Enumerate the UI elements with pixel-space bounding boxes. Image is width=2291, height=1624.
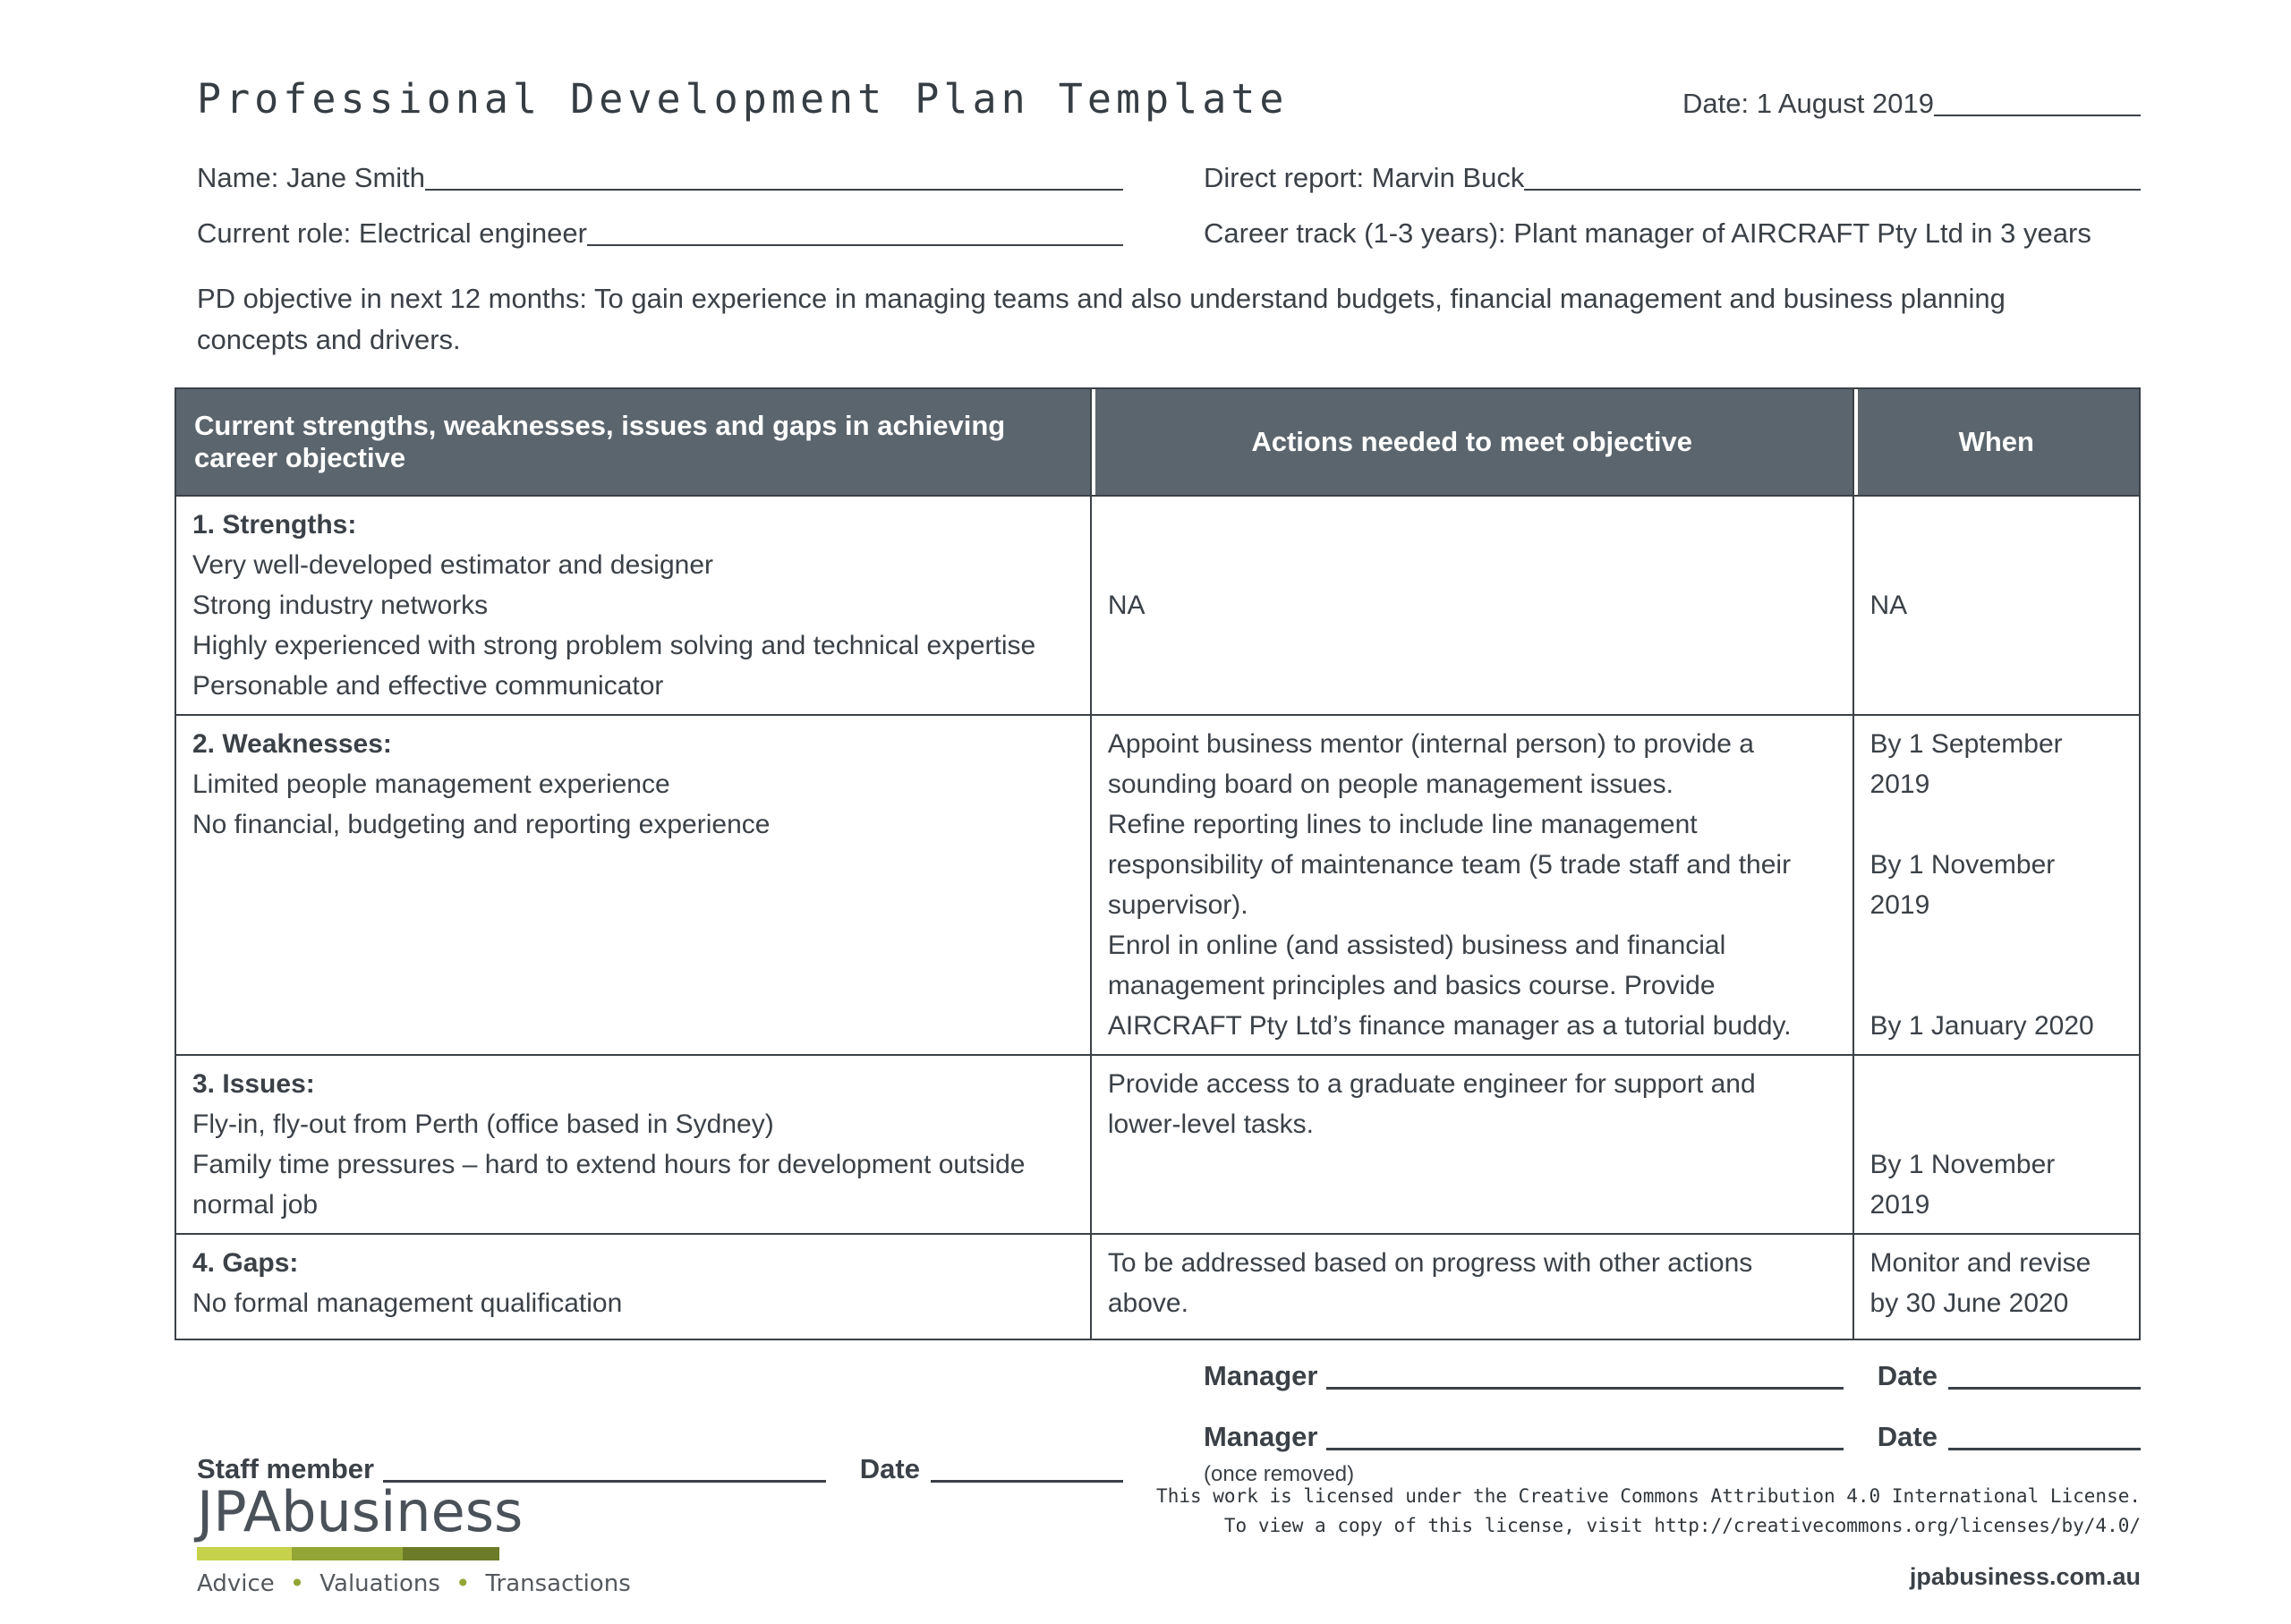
gaps-title: 4. Gaps: <box>192 1248 299 1278</box>
column-header-actions: Actions needed to meet objective <box>1091 388 1853 496</box>
table-row <box>175 1234 2140 1339</box>
date-label-value <box>1682 88 1934 122</box>
date-blank-line[interactable] <box>1934 115 2141 116</box>
when-item: By 1 September 2019 <box>1869 729 2063 799</box>
manager-label: Manager <box>1204 1421 1318 1452</box>
current-role-blank-line[interactable] <box>587 244 1123 246</box>
license-text-line1: This work is licensed under the Creative Commons Attribution 4.0 International License. <box>1156 1485 2141 1507</box>
when-item: By 1 January 2020 <box>1869 1011 2094 1041</box>
issue-item: Fly-in, fly-out from Perth (office based in Sydney) <box>192 1110 774 1139</box>
date-label: Date <box>1877 1360 1938 1391</box>
column-header-strengths-gaps: Current strengths, weaknesses, issues and gaps in achieving career objective <box>175 388 1091 496</box>
direct-report-label: Direct report: <box>1204 162 1365 193</box>
strength-item: Personable and effective communicator <box>192 671 664 701</box>
manager-date-line[interactable] <box>1948 1387 2141 1390</box>
direct-report-value: Marvin Buck <box>1371 162 1525 193</box>
weakness-item: No financial, budgeting and reporting experience <box>192 810 771 839</box>
weaknesses-when-cell <box>1853 715 2140 1055</box>
name-blank-line[interactable] <box>425 189 1123 191</box>
action-item: Refine reporting lines to include line management responsibility of maintenance team (5 trade staff and their supervisor). <box>1107 810 1792 920</box>
strengths-when-cell: NA <box>1853 496 2140 715</box>
page-footer <box>197 1479 2141 1599</box>
page-title: Professional Development Plan Template <box>197 75 1289 123</box>
document-header <box>197 75 2141 123</box>
logo-bar-segment-dark <box>403 1547 499 1560</box>
logo-color-bar <box>197 1547 499 1560</box>
direct-report-blank-line[interactable] <box>1524 189 2141 191</box>
tagline-separator-dot: • <box>289 1569 305 1599</box>
table-row <box>175 715 2140 1055</box>
staff-member-label: Staff member <box>197 1453 375 1484</box>
strengths-cell <box>175 496 1091 715</box>
tagline-valuations: Valuations <box>319 1570 440 1598</box>
strength-item: Strong industry networks <box>192 591 489 620</box>
weaknesses-title: 2. Weaknesses: <box>192 729 392 759</box>
issues-title: 3. Issues: <box>192 1069 315 1099</box>
manager-once-removed-row <box>1204 1421 2141 1455</box>
strength-item: Highly experienced with strong problem solving and technical expertise <box>192 631 1036 660</box>
document-body <box>175 0 2141 1487</box>
manager-signature-column <box>1204 1360 2141 1487</box>
tagline-advice: Advice <box>197 1570 275 1598</box>
strengths-title: 1. Strengths: <box>192 510 357 540</box>
issues-when-cell <box>1853 1055 2140 1234</box>
license-text-line2[interactable]: To view a copy of this license, visit http://creativecommons.org/licenses/by/4.0/ <box>1223 1515 2141 1536</box>
table-row <box>175 1055 2140 1234</box>
staff-signature-row <box>197 1360 1123 1487</box>
info-section <box>197 162 2141 251</box>
manager-signature-line[interactable] <box>1326 1387 1843 1390</box>
license-block <box>1156 1482 2141 1591</box>
manager-label: Manager <box>1204 1360 1318 1391</box>
pd-objective-text: PD objective in next 12 months: To gain experience in managing teams and also understand budgets, financial management and business planning concepts and drivers. <box>197 283 2006 355</box>
company-logo <box>197 1479 631 1599</box>
name-label: Name: <box>197 162 279 193</box>
strengths-actions-cell: NA <box>1091 496 1853 715</box>
weakness-item: Limited people management experience <box>192 769 670 799</box>
weaknesses-cell <box>175 715 1091 1055</box>
date-value: 1 August 2019 <box>1756 88 1934 119</box>
when-item: By 1 November 2019 <box>1869 1150 2056 1220</box>
career-track-value: Plant manager of AIRCRAFT Pty Ltd in 3 years <box>1513 217 2091 249</box>
action-item: Enrol in online (and assisted) business and financial management principles and basics course. Provide AIRCRAFT Pty Ltd’s finance manager as a tutorial buddy. <box>1107 931 1792 1041</box>
logo-bar-segment-mid <box>292 1547 403 1560</box>
gaps-when-cell <box>1853 1234 2140 1339</box>
once-removed-note: (once removed) <box>1204 1462 1355 1486</box>
action-item: To be addressed based on progress with other actions above. <box>1107 1248 1753 1318</box>
table-header-row <box>175 388 2140 496</box>
when-item: Monitor and revise by 30 June 2020 <box>1869 1248 2091 1318</box>
date-label: Date <box>1877 1421 1938 1452</box>
issues-cell <box>175 1055 1091 1234</box>
weaknesses-actions-cell <box>1091 715 1853 1055</box>
issue-item: Family time pressures – hard to extend hours for development outside normal job <box>192 1150 1026 1220</box>
logo-wordmark: JPAbusiness <box>197 1479 524 1544</box>
website-link[interactable]: jpabusiness.com.au <box>1909 1563 2141 1590</box>
gap-item: No formal management qualification <box>192 1288 623 1318</box>
career-track-label: Career track (1-3 years): <box>1204 217 1506 249</box>
date-label: Date <box>859 1453 920 1484</box>
date-field <box>1682 88 2141 122</box>
column-header-when: When <box>1853 388 2140 496</box>
action-item: Appoint business mentor (internal person) to provide a sounding board on people management issues. <box>1107 729 1754 799</box>
manager2-date-line[interactable] <box>1948 1448 2141 1450</box>
date-label: Date: <box>1682 88 1750 119</box>
action-item: Provide access to a graduate engineer for support and lower-level tasks. <box>1107 1069 1756 1139</box>
gaps-actions-cell <box>1091 1234 1853 1339</box>
current-role-label: Current role: <box>197 217 352 249</box>
manager-signature-row <box>1204 1360 2141 1394</box>
development-plan-table <box>175 387 2141 1340</box>
tagline-separator-dot: • <box>455 1569 471 1599</box>
signature-section <box>197 1360 2141 1487</box>
tagline-transactions: Transactions <box>485 1570 631 1598</box>
current-role-value: Electrical engineer <box>358 217 587 249</box>
logo-tagline <box>197 1570 631 1597</box>
career-track-field <box>1204 217 2141 251</box>
current-role-field <box>197 217 1123 251</box>
issues-actions-cell <box>1091 1055 1853 1234</box>
strength-item: Very well-developed estimator and designer <box>192 550 713 580</box>
when-item: By 1 November 2019 <box>1869 850 2056 920</box>
logo-bar-segment-light <box>197 1547 292 1560</box>
gaps-cell <box>175 1234 1091 1339</box>
table-row <box>175 496 2140 715</box>
manager2-signature-line[interactable] <box>1326 1448 1843 1450</box>
name-field <box>197 162 1123 196</box>
direct-report-field <box>1204 162 2141 196</box>
name-value: Jane Smith <box>285 162 426 193</box>
